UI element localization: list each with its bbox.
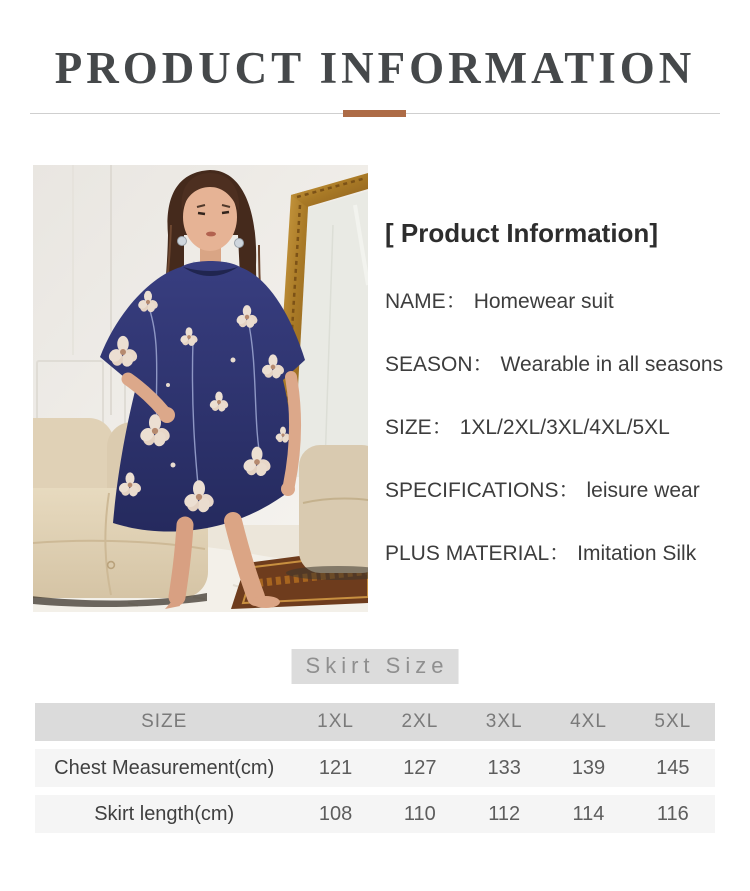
page-title: PRODUCT INFORMATION bbox=[54, 43, 696, 93]
field-colon: ： bbox=[472, 353, 494, 376]
field-colon: ： bbox=[431, 416, 453, 439]
cell-value: 112 bbox=[462, 795, 546, 833]
cell-value: 139 bbox=[546, 749, 630, 787]
field-value: Wearable in all seasons bbox=[500, 353, 724, 376]
field-value: Imitation Silk bbox=[577, 542, 697, 565]
field-value: Homewear suit bbox=[473, 290, 614, 313]
field-label: SEASON bbox=[385, 353, 473, 376]
header-cell-2xl: 2XL bbox=[378, 703, 462, 741]
info-heading: [ Product Information] bbox=[385, 218, 658, 248]
cell-value: 116 bbox=[631, 795, 715, 833]
cell-value: 114 bbox=[546, 795, 630, 833]
field-value: leisure wear bbox=[586, 479, 700, 502]
field-label: SIZE bbox=[385, 416, 432, 439]
header-cell-4xl: 4XL bbox=[546, 703, 630, 741]
cell-value: 110 bbox=[378, 795, 462, 833]
cell-value: 133 bbox=[462, 749, 546, 787]
size-table bbox=[35, 695, 715, 841]
product-photo-illustration bbox=[33, 165, 368, 612]
header-cell-3xl: 3XL bbox=[462, 703, 546, 741]
field-value: 1XL/2XL/3XL/4XL/5XL bbox=[459, 416, 670, 439]
field-label: SPECIFICATIONS bbox=[385, 479, 559, 502]
field-colon: ： bbox=[549, 542, 571, 565]
field-colon: ： bbox=[445, 290, 467, 313]
header-cell-5xl: 5XL bbox=[631, 703, 715, 741]
cell-value: 127 bbox=[378, 749, 462, 787]
header-cell-1xl: 1XL bbox=[293, 703, 377, 741]
field-colon: ： bbox=[558, 479, 580, 502]
info-field-size bbox=[385, 411, 670, 441]
field-label: PLUS MATERIAL bbox=[385, 542, 550, 565]
row-label: Skirt length(cm) bbox=[35, 795, 293, 833]
cell-value: 108 bbox=[293, 795, 377, 833]
table-row-chest bbox=[35, 749, 715, 787]
row-label: Chest Measurement(cm) bbox=[35, 749, 293, 787]
product-info-panel bbox=[385, 0, 747, 612]
header-cell-size: SIZE bbox=[35, 703, 293, 741]
info-field-material bbox=[385, 537, 696, 567]
field-label: NAME bbox=[385, 290, 446, 313]
info-field-specifications bbox=[385, 474, 700, 504]
info-field-season bbox=[385, 348, 723, 378]
size-table-header-row bbox=[35, 703, 715, 741]
skirt-size-badge: Skirt Size bbox=[292, 649, 459, 684]
info-field-name bbox=[385, 285, 614, 315]
table-row-skirt-length bbox=[35, 795, 715, 833]
cell-value: 121 bbox=[293, 749, 377, 787]
cell-value: 145 bbox=[631, 749, 715, 787]
product-photo bbox=[33, 165, 368, 612]
